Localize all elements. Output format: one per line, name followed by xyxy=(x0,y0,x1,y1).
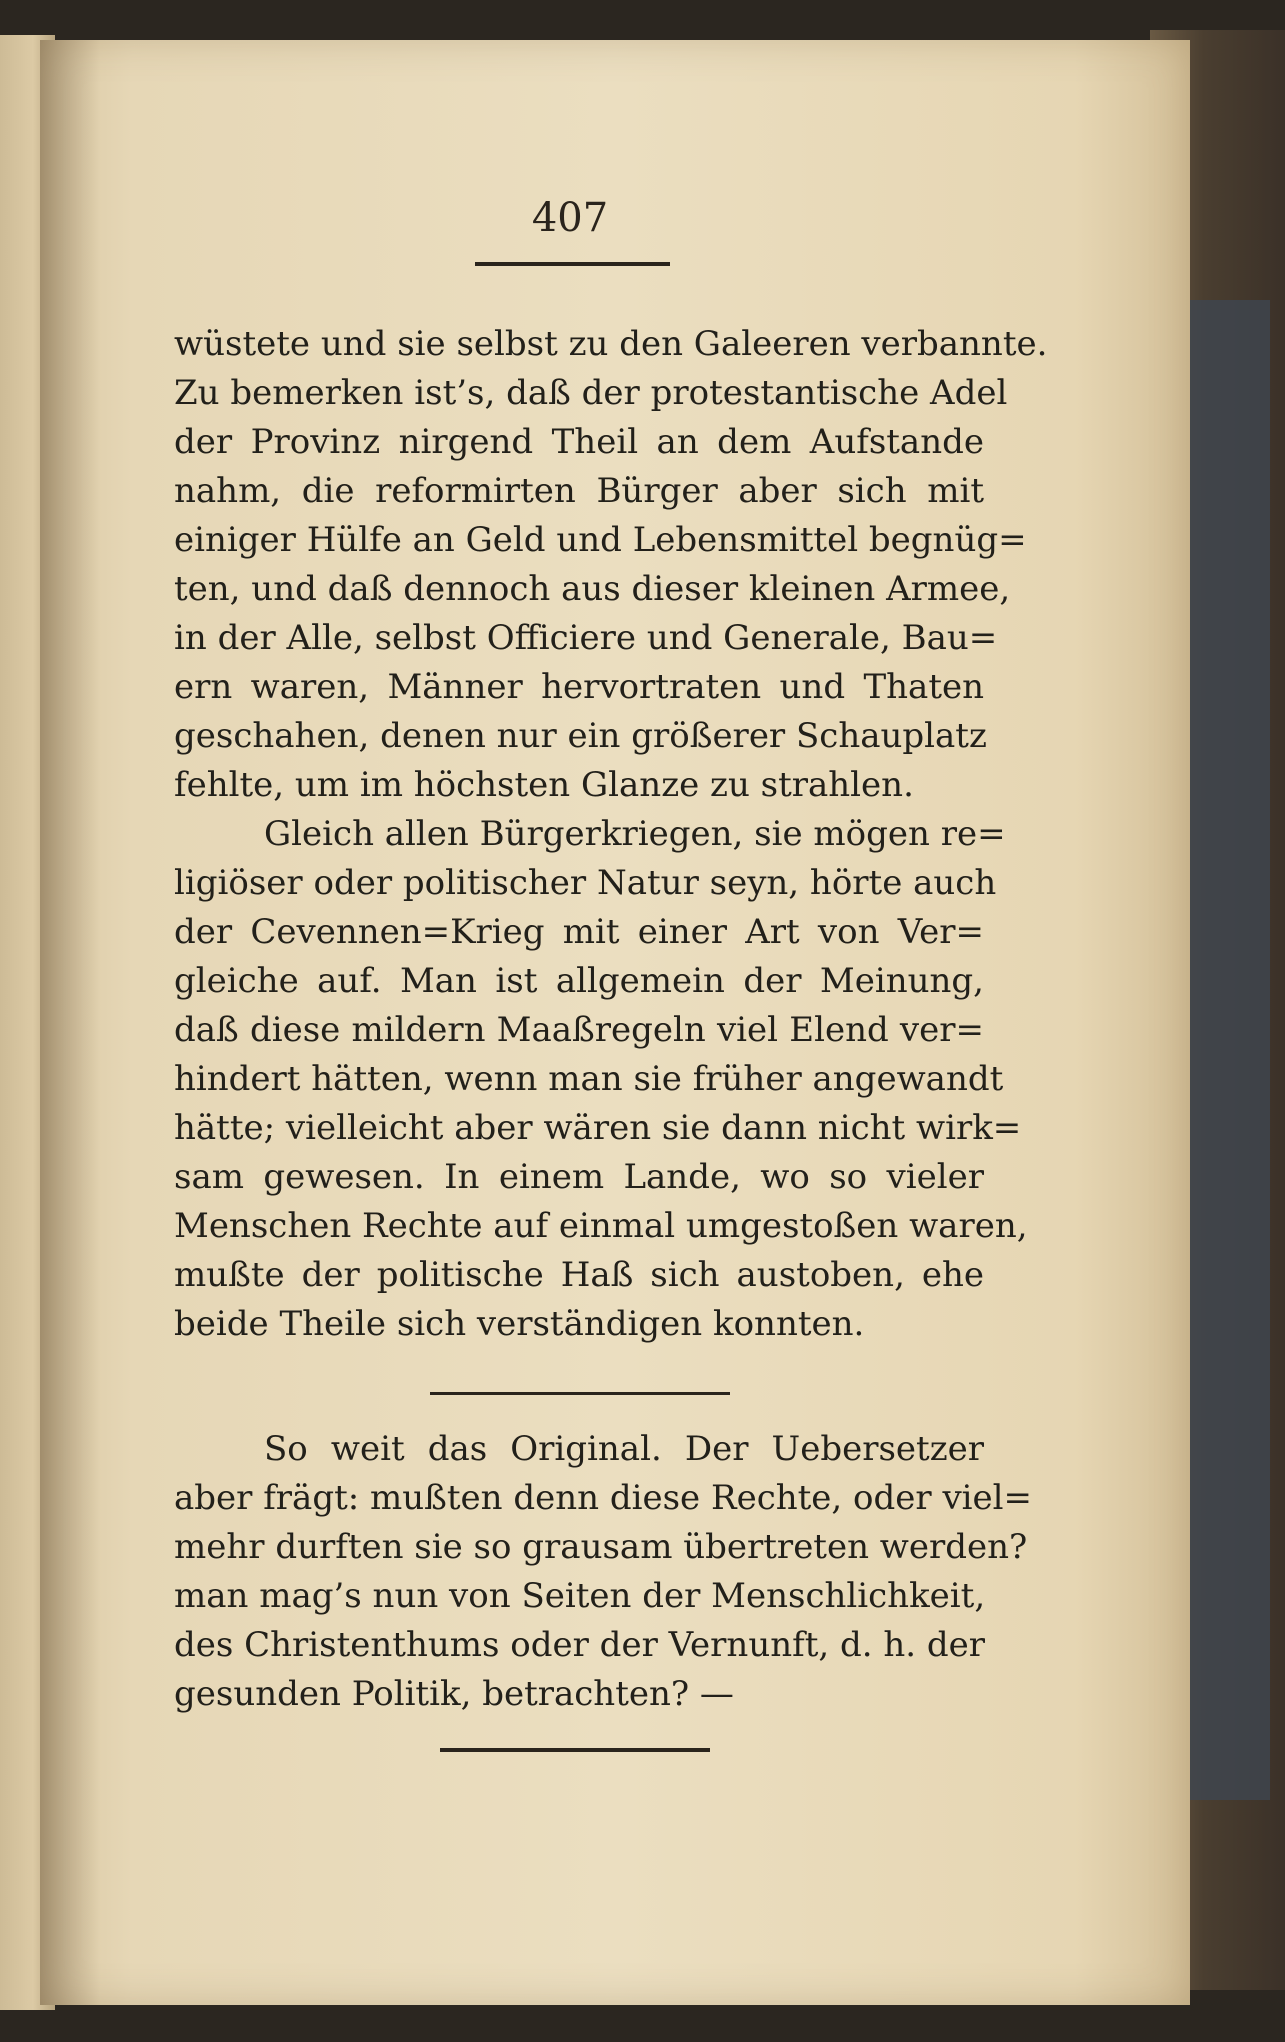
text-line: hindert hätten, wenn man sie früher angewandt xyxy=(174,1059,1004,1099)
text-line: ern waren, Männer hervortraten und Thaten xyxy=(174,667,984,707)
text-line: mehr durften sie so grausam übertreten werden? xyxy=(174,1527,1028,1567)
page-number: 407 xyxy=(531,195,609,241)
text-line: ten, und daß dennoch aus dieser kleinen Armee, xyxy=(174,569,1011,609)
text-line: beide Theile sich verständigen konnten. xyxy=(174,1304,865,1344)
text-line: wüstete und sie selbst zu den Galeeren verbannte. xyxy=(174,324,1048,364)
text-line: Zu bemerken ist’s, daß der protestantische Adel xyxy=(174,373,1008,413)
body-text xyxy=(174,320,1048,1349)
text-line: einiger Hülfe an Geld und Lebensmittel begnüg= xyxy=(174,520,1027,560)
text-line: der Cevennen=Krieg mit einer Art von Ver= xyxy=(174,912,984,952)
text-line: So weit das Original. Der Uebersetzer xyxy=(264,1429,984,1469)
header-rule xyxy=(475,262,670,266)
text-line: fehlte, um im höchsten Glanze zu strahlen. xyxy=(174,765,914,805)
text-line: der Provinz nirgend Theil an dem Aufstande xyxy=(174,422,984,462)
text-line: ligiöser oder politischer Natur seyn, hörte auch xyxy=(174,863,997,903)
text-line: geschahen, denen nur ein größerer Schauplatz xyxy=(174,716,987,756)
end-rule xyxy=(440,1748,710,1752)
text-line: gleiche auf. Man ist allgemein der Meinung, xyxy=(174,961,984,1001)
text-line: aber frägt: mußten denn diese Rechte, oder viel= xyxy=(174,1478,1033,1518)
text-line: in der Alle, selbst Officiere und Generale, Bau= xyxy=(174,618,998,658)
text-line: man mag’s nun von Seiten der Menschlichkeit, xyxy=(174,1576,986,1616)
cover-cloth-band xyxy=(1180,300,1270,1800)
section-divider xyxy=(430,1392,730,1395)
text-line: nahm, die reformirten Bürger aber sich mit xyxy=(174,471,984,511)
text-line: sam gewesen. In einem Lande, wo so vieler xyxy=(174,1157,984,1197)
text-line: Gleich allen Bürgerkriegen, sie mögen re= xyxy=(264,814,1006,854)
gutter-shadow xyxy=(40,40,100,2005)
text-line: des Christenthums oder der Vernunft, d. h. der xyxy=(174,1625,986,1665)
translator-note xyxy=(174,1425,1033,1719)
text-line: gesunden Politik, betrachten? — xyxy=(174,1674,734,1714)
text-line: daß diese mildern Maaßregeln viel Elend ver= xyxy=(174,1010,984,1050)
text-line: mußte der politische Haß sich austoben, ehe xyxy=(174,1255,984,1295)
text-line: hätte; vielleicht aber wären sie dann nicht wirk= xyxy=(174,1108,1022,1148)
text-line: Menschen Rechte auf einmal umgestoßen waren, xyxy=(174,1206,1028,1246)
